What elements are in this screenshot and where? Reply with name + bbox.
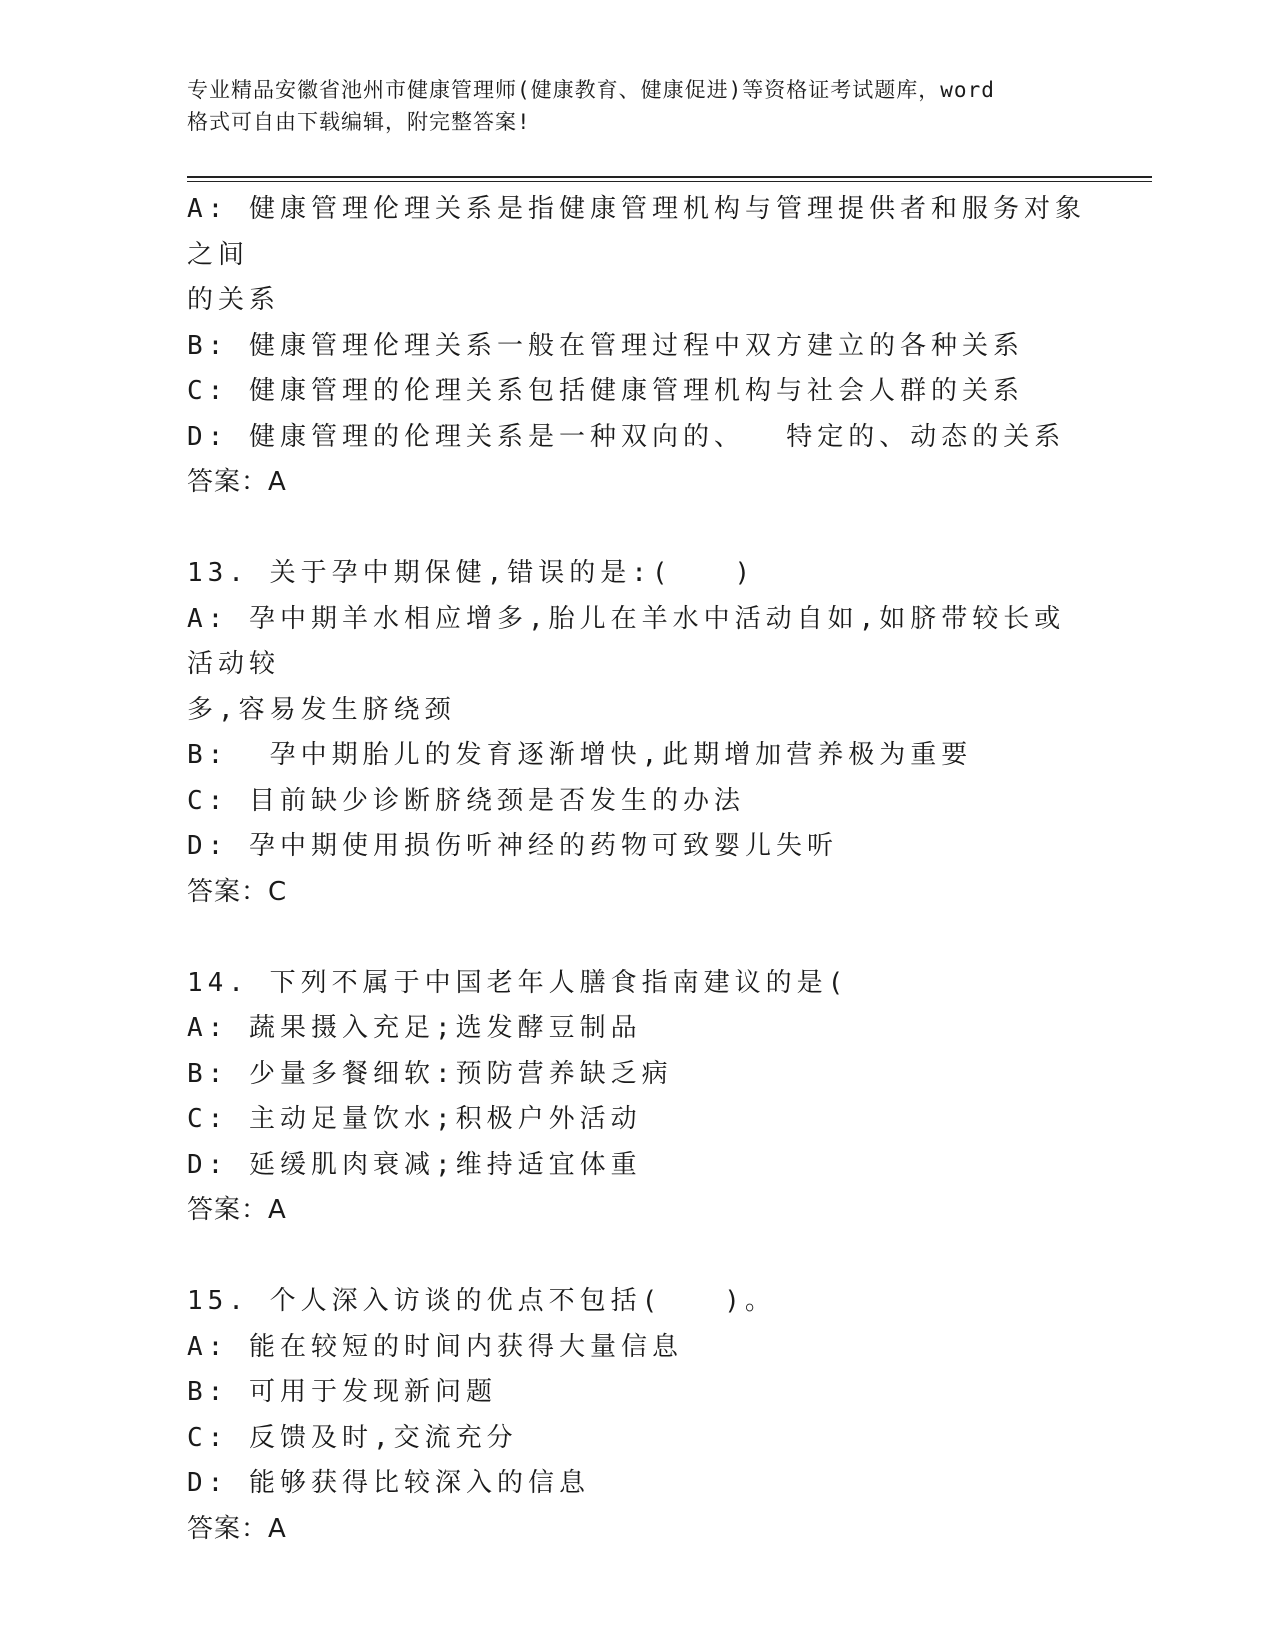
option-b: B: 孕中期胎儿的发育逐渐增快,此期增加营养极为重要: [187, 740, 973, 770]
spacer: [187, 915, 1087, 961]
header-line-1: 专业精品安徽省池州市健康管理师(健康教育、健康促进)等资格证考试题库，word: [187, 78, 995, 102]
answer: 答案：C: [187, 876, 288, 907]
option-d: D: 延缓肌肉衰减;维持适宜体重: [187, 1149, 642, 1180]
question-15: [187, 1279, 1087, 1552]
option-a-line-2: 的关系: [187, 285, 281, 315]
header-line-2: 格式可自由下载编辑，附完整答案!: [187, 110, 531, 134]
option-d: D: 健康管理的伦理关系是一种双向的、 特定的、动态的关系: [187, 421, 1066, 452]
question-stem: 15. 个人深入访谈的优点不包括( )。: [187, 1286, 776, 1316]
question-13: [187, 551, 1087, 915]
answer: 答案：A: [187, 467, 287, 497]
option-c: C: 目前缺少诊断脐绕颈是否发生的办法: [187, 785, 745, 816]
option-d: D: 孕中期使用损伤听神经的药物可致婴儿失听: [187, 831, 838, 861]
spacer: [187, 506, 1087, 552]
header-divider-thin: [187, 181, 1152, 182]
question-14: [187, 961, 1087, 1234]
option-a-line-1: A: 健康管理伦理关系是指健康管理机构与管理提供者和服务对象之间: [187, 194, 1086, 270]
header-divider-thick: [187, 176, 1152, 178]
option-b: B: 少量多餐细软:预防营养缺乏病: [187, 1058, 673, 1089]
option-a-line-1: A: 孕中期羊水相应增多,胎儿在羊水中活动自如,如脐带较长或活动较: [187, 603, 1066, 679]
answer: 答案：A: [187, 1195, 287, 1225]
question-stem: 14. 下列不属于中国老年人膳食指南建议的是(: [187, 967, 849, 998]
option-c: C: 反馈及时,交流充分: [187, 1422, 518, 1453]
document-header: [187, 74, 1087, 138]
option-d: D: 能够获得比较深入的信息: [187, 1468, 590, 1498]
question-list: [187, 187, 1087, 1552]
option-a: A: 蔬果摄入充足;选发酵豆制品: [187, 1013, 642, 1043]
option-a: A: 能在较短的时间内获得大量信息: [187, 1331, 683, 1362]
question-stem: 13. 关于孕中期保健,错误的是:( ): [187, 558, 756, 588]
answer: 答案：A: [187, 1513, 287, 1544]
question-12: [187, 187, 1087, 506]
option-c: C: 主动足量饮水;积极户外活动: [187, 1104, 642, 1134]
option-a-line-2: 多,容易发生脐绕颈: [187, 694, 456, 725]
option-b: B: 健康管理伦理关系一般在管理过程中双方建立的各种关系: [187, 330, 1024, 361]
spacer: [187, 1234, 1087, 1280]
option-c: C: 健康管理的伦理关系包括健康管理机构与社会人群的关系: [187, 376, 1024, 406]
option-b: B: 可用于发现新问题: [187, 1377, 497, 1407]
